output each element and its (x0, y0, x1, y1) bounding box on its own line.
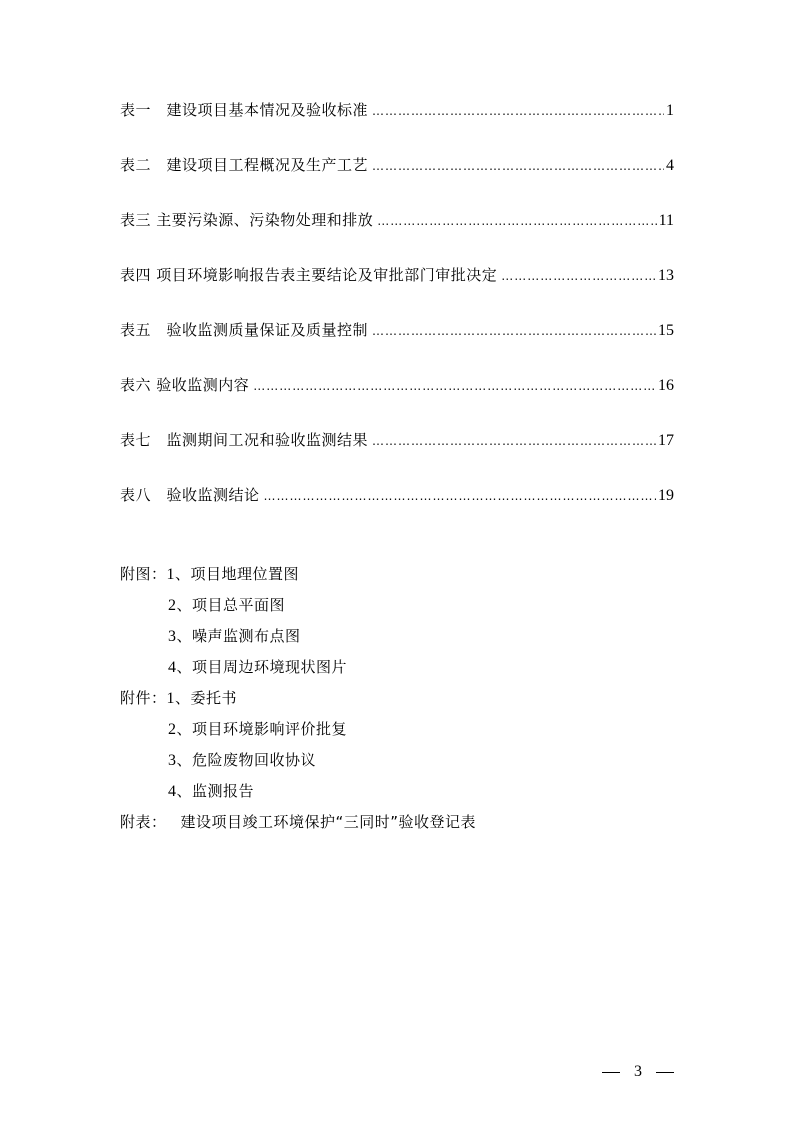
toc-entry-title: 表八 验收监测结论 (120, 486, 260, 504)
toc-entry-page: 16 (658, 377, 674, 394)
figures-item-number: 3 (168, 628, 177, 645)
appendix-table-text: 建设项目竣工环境保护“三同时”验收登记表 (180, 813, 477, 831)
toc-entry-page: 19 (658, 487, 674, 504)
toc-entry[interactable] (120, 429, 674, 484)
toc-entry-page: 1 (666, 102, 674, 119)
toc-entry-title: 表三 主要污染源、污染物处理和排放 (120, 211, 374, 229)
attachments-item-text: 、监测报告 (176, 782, 255, 800)
appendix-table-heading: 附表： (120, 813, 167, 831)
figures-item-text: 、项目总平面图 (176, 596, 286, 614)
toc-entry[interactable] (120, 209, 674, 264)
toc-entry[interactable] (120, 154, 674, 209)
toc-entry-page: 15 (658, 322, 674, 339)
toc-dot-leader (253, 375, 656, 397)
toc-entry-page: 17 (658, 432, 674, 449)
figures-item-text: 、项目地理位置图 (175, 565, 300, 583)
attachments-item-number: 4 (168, 783, 177, 800)
toc-entry-title: 表七 监测期间工况和验收监测结果 (120, 431, 369, 449)
page-number (602, 1063, 674, 1081)
toc-entry-title: 表二 建设项目工程概况及生产工艺 (120, 156, 369, 174)
attachments-item-3 (120, 746, 720, 777)
attachments-item-number: 3 (168, 752, 177, 769)
table-of-contents (120, 99, 674, 539)
figures-item-number: 1 (166, 566, 176, 583)
toc-entry-title: 表六 验收监测内容 (120, 376, 250, 394)
appendix-table-item (120, 808, 720, 839)
toc-dot-leader (372, 430, 656, 452)
dash-right (656, 1072, 674, 1073)
attachments-item-4 (120, 777, 720, 808)
figures-item-number: 2 (168, 597, 177, 614)
figures-item-text: 、噪声监测布点图 (176, 627, 301, 645)
figures-item-2 (120, 591, 720, 622)
toc-entry-page: 4 (666, 157, 674, 174)
attachments-item-number: 1 (166, 690, 176, 707)
figures-item-4 (120, 653, 720, 684)
toc-entry-title: 表一 建设项目基本情况及验收标准 (120, 101, 369, 119)
dash-left (602, 1072, 620, 1073)
figures-item-number: 4 (168, 659, 177, 676)
toc-dot-leader (377, 210, 656, 232)
toc-entry-page: 11 (658, 212, 674, 229)
toc-entry-page: 13 (658, 267, 674, 284)
toc-entry[interactable] (120, 374, 674, 429)
toc-dot-leader (372, 320, 656, 342)
figures-item-text: 、项目周边环境现状图片 (176, 658, 348, 676)
attachments-item-number: 2 (168, 721, 177, 738)
toc-entry[interactable] (120, 484, 674, 539)
toc-dot-leader (501, 265, 656, 287)
attachments-item-text: 、委托书 (175, 689, 238, 707)
toc-entry-title: 表四 项目环境影响报告表主要结论及审批部门审批决定 (120, 266, 498, 284)
figures-item-3 (120, 622, 720, 653)
attachments-item-2 (120, 715, 720, 746)
figures-heading: 附图： (120, 565, 167, 583)
figures-item-1 (120, 560, 720, 591)
toc-entry-title: 表五 验收监测质量保证及质量控制 (120, 321, 369, 339)
attachments-item-text: 、危险废物回收协议 (176, 751, 317, 769)
toc-entry[interactable] (120, 319, 674, 374)
toc-dot-leader (372, 155, 664, 177)
toc-dot-leader (372, 100, 664, 122)
attachments-item-text: 、项目环境影响评价批复 (176, 720, 348, 738)
attachments-item-1 (120, 684, 720, 715)
toc-entry[interactable] (120, 99, 674, 154)
toc-entry[interactable] (120, 264, 674, 319)
toc-dot-leader (264, 485, 656, 507)
attachments-heading: 附件： (120, 689, 167, 707)
appendix-list (120, 560, 720, 839)
page-number-value: 3 (634, 1063, 642, 1080)
